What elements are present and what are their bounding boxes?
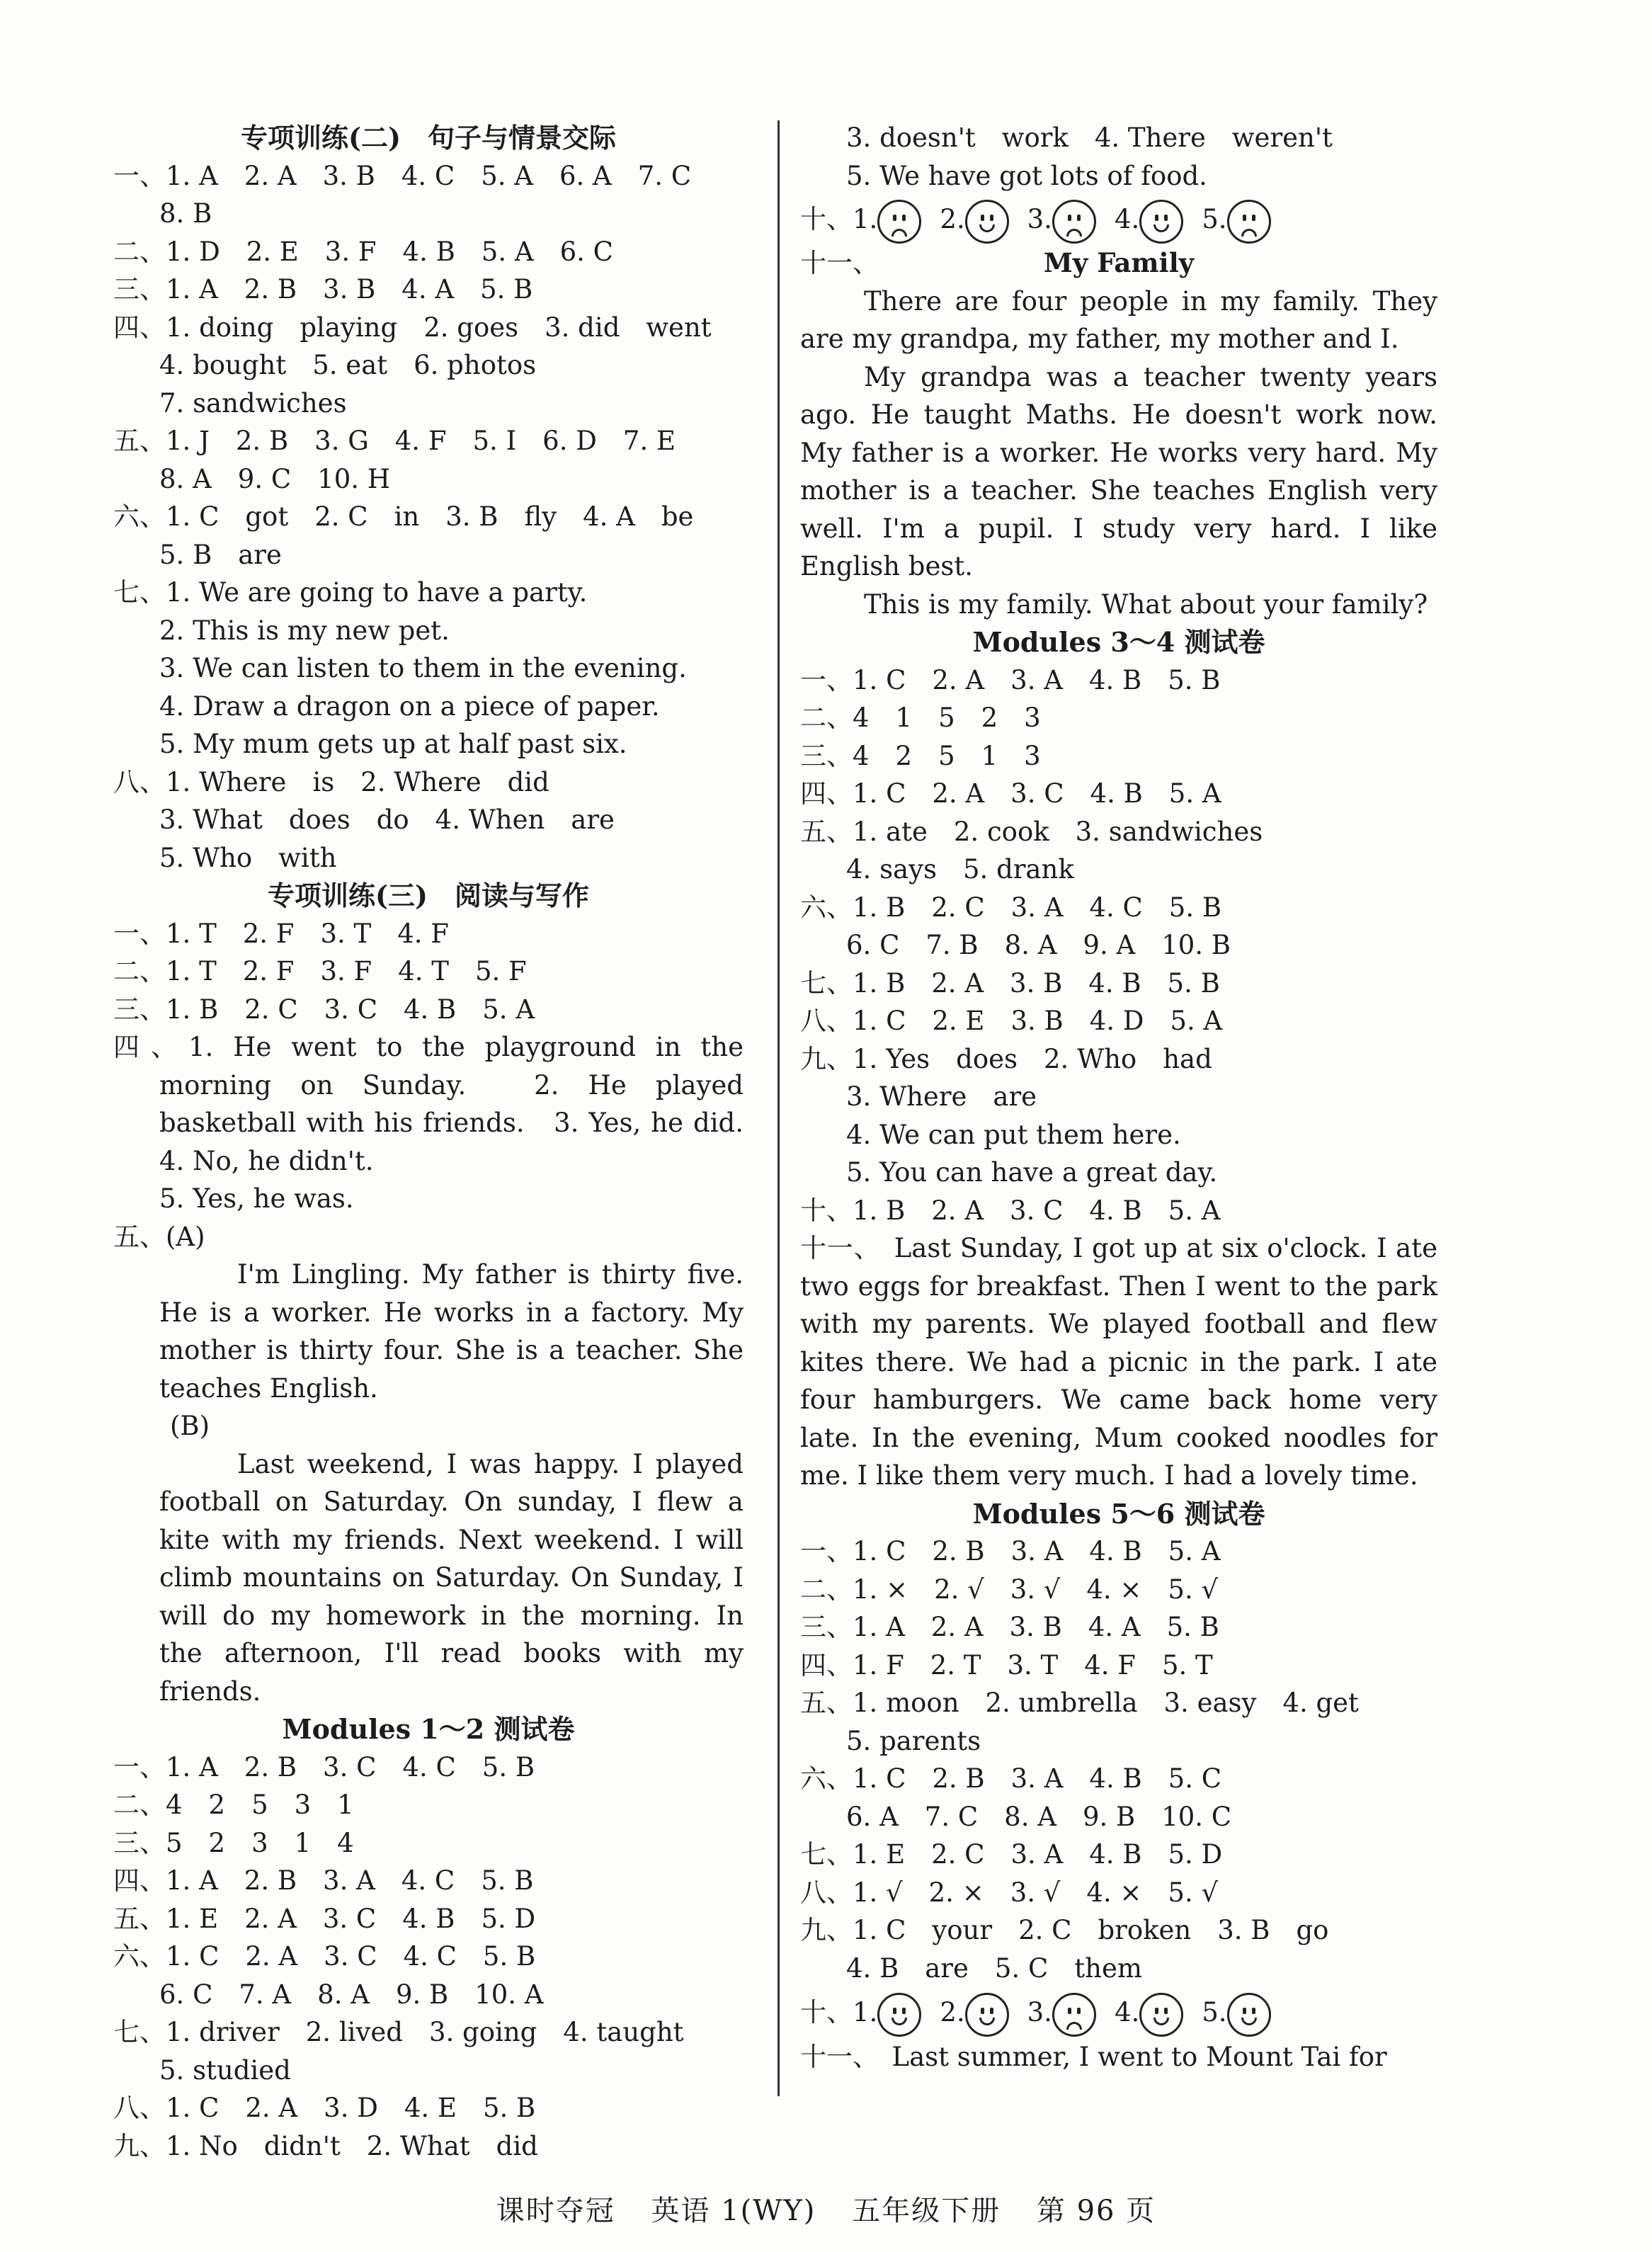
answer-line: 八、1. C 2. A 3. D 4. E 5. B	[113, 2093, 536, 2123]
answer-line: 6. C 7. B 8. A 9. A 10. B	[846, 930, 1231, 960]
essay-paragraph: 十一、 Last Sunday, I got up at six o'clock. I ate two eggs for breakfast. Then I went to the park with my parents. We played football and flew kites there. We had a picnic in the park. I ate four hamburgers. We came back home very late. In the evening, Mum cooked noodles for me. I like them very much. I had a lovely time.	[800, 1233, 1437, 1491]
answer-line: 3. Where are	[846, 1081, 1037, 1112]
answer-line: 一、1. T 2. F 3. T 4. F	[113, 918, 449, 949]
answer-line: 四、1. C 2. A 3. C 4. B 5. A	[800, 778, 1221, 809]
answer-line: 8. A 9. C 10. H	[159, 463, 391, 494]
answer-line: 2. This is my new pet.	[159, 615, 450, 646]
answer-line: 5. Yes, he was.	[159, 1183, 354, 1214]
answer-line: 二、1. D 2. E 3. F 4. B 5. A 6. C	[113, 236, 613, 267]
answer-line: 一、1. C 2. A 3. A 4. B 5. B	[800, 664, 1221, 695]
answer-line: 九、1. No didn't 2. What did	[113, 2130, 538, 2161]
answer-line: 5. B are	[159, 539, 282, 570]
answer-line: 四、1. A 2. B 3. A 4. C 5. B	[113, 1865, 534, 1896]
answer-line: 5. parents	[846, 1725, 981, 1756]
essay-paragraph: My grandpa was a teacher twenty years ago. He taught Maths. He doesn't work now. My father is a worker. He works very hard. My mother is a teacher. She teaches English very well. I'm a pupil. I study very hard. I like English best.	[800, 361, 1437, 581]
answer-line: 三、4 2 5 1 3	[800, 740, 1041, 771]
right-column	[800, 119, 1437, 2076]
question-number: 十、	[800, 1997, 853, 2028]
answer-line: 5. studied	[159, 2054, 291, 2086]
answer-line: 二、1. × 2. √ 3. √ 4. × 5. √	[800, 1574, 1219, 1605]
reading-paragraph: I'm Lingling. My father is thirty five. He is a worker. He works in a factory. My mother is thirty four. She is a teacher. She teaches English.	[159, 1259, 744, 1404]
face-label: 5.	[1202, 1997, 1227, 2028]
answer-line: 7. sandwiches	[159, 387, 347, 419]
answer-line: 八、1. Where is 2. Where did	[113, 766, 549, 797]
section-title: Modules 1～2 测试卷	[282, 1713, 575, 1745]
happy-face-icon	[965, 200, 1009, 244]
page-footer	[0, 2188, 1652, 2229]
column-divider	[777, 120, 780, 2096]
faces-group	[853, 204, 1289, 234]
sad-face-icon	[1227, 200, 1271, 244]
answer-line: 五、(A)	[113, 1221, 205, 1252]
answer-line: 4. We can put them here.	[846, 1119, 1181, 1150]
face-label: 1.	[853, 1997, 878, 2028]
happy-face-icon	[1139, 1993, 1183, 2037]
answer-line: 8. B	[159, 198, 212, 229]
answer-line: 4. says 5. drank	[846, 854, 1074, 885]
section-title: 专项训练(三) 阅读与写作	[268, 880, 589, 911]
question-number: 十、	[800, 204, 853, 234]
section-title: 专项训练(二) 句子与情景交际	[241, 122, 616, 154]
answer-line: 5. You can have a great day.	[846, 1157, 1218, 1188]
answer-line: 4. Draw a dragon on a piece of paper.	[159, 690, 660, 722]
answer-line: 二、4 2 5 3 1	[113, 1790, 354, 1820]
answer-line: 二、4 1 5 2 3	[800, 703, 1041, 733]
answer-line: 八、1. √ 2. × 3. √ 4. × 5. √	[800, 1877, 1219, 1908]
sad-face-icon	[1052, 1993, 1096, 2037]
answer-line: 6. A 7. C 8. A 9. B 10. C	[846, 1801, 1232, 1832]
face-label: 5.	[1202, 204, 1227, 234]
face-label: 1.	[853, 204, 878, 234]
answer-line: 六、1. B 2. C 3. A 4. C 5. B	[800, 892, 1222, 923]
answer-line: 十、1. B 2. A 3. C 4. B 5. A	[800, 1195, 1221, 1226]
answer-line: 三、5 2 3 1 4	[113, 1827, 354, 1858]
sad-face-icon	[877, 200, 921, 244]
grade-name: 五年级下册	[852, 2195, 1001, 2227]
answer-line: 五、1. J 2. B 3. G 4. F 5. I 6. D 7. E	[113, 426, 676, 456]
answer-line: 5. We have got lots of food.	[846, 160, 1207, 191]
happy-face-icon	[965, 1993, 1009, 2037]
answer-line: 七、1. E 2. C 3. A 4. B 5. D	[800, 1839, 1223, 1870]
reading-paragraph: Last weekend, I was happy. I played football on Saturday. On sunday, I flew a kite with my friends. Next weekend. I will climb mountains on Saturday. On Sunday, I will do my homework in the morning. In the afternoon, I'll read books with my friends.	[159, 1448, 744, 1707]
answer-line: 六、1. C 2. A 3. C 4. C 5. B	[113, 1941, 536, 1972]
answer-line: 一、1. A 2. A 3. B 4. C 5. A 6. A 7. C	[113, 160, 692, 191]
page-number: 第 96 页	[1036, 2195, 1156, 2227]
face-label: 4.	[1114, 1997, 1140, 2028]
essay-title: My Family	[1043, 247, 1195, 278]
book-name: 课时夺冠	[496, 2195, 615, 2227]
answer-line: 二、1. T 2. F 3. F 4. T 5. F	[113, 956, 527, 986]
answer-line: 3. We can listen to them in the evening.	[159, 653, 687, 683]
sad-face-icon	[1052, 200, 1096, 244]
answer-line: 五、1. ate 2. cook 3. sandwiches	[800, 816, 1263, 847]
answer-line: 九、1. Yes does 2. Who had	[800, 1043, 1212, 1074]
face-label: 2.	[940, 1997, 965, 2028]
answer-line: 五、1. moon 2. umbrella 3. easy 4. get	[800, 1688, 1359, 1718]
essay-title-line	[800, 244, 1437, 283]
faces-group	[853, 1997, 1289, 2028]
face-label: 2.	[940, 204, 965, 234]
answer-line: 七、1. B 2. A 3. B 4. B 5. B	[800, 967, 1220, 999]
answer-line: 六、1. C got 2. C in 3. B fly 4. A be	[113, 501, 694, 532]
answer-line: 4. bought 5. eat 6. photos	[159, 350, 537, 380]
essay-paragraph: This is my family. What about your family?	[864, 588, 1428, 620]
answer-line: 3. doesn't work 4. There weren't	[846, 123, 1333, 153]
answer-line: 3. What does do 4. When are	[159, 804, 615, 835]
answer-line: 三、1. A 2. B 3. B 4. A 5. B	[113, 274, 533, 305]
answer-line: 十一、 Last summer, I went to Mount Tai for	[800, 2042, 1387, 2072]
answer-line: 5. My mum gets up at half past six.	[159, 729, 627, 759]
happy-face-icon	[1227, 1993, 1271, 2037]
essay-paragraph: There are four people in my family. They are my grandpa, my father, my mother and I.	[800, 285, 1437, 354]
answer-line: 四、1. F 2. T 3. T 4. F 5. T	[800, 1649, 1213, 1681]
face-label: 3.	[1027, 1997, 1052, 2028]
faces-row-1	[800, 195, 1437, 244]
answer-line: 三、1. B 2. C 3. C 4. B 5. A	[113, 994, 535, 1025]
answer-line: 六、1. C 2. B 3. A 4. B 5. C	[800, 1763, 1222, 1794]
question-number: 十一、	[800, 248, 879, 278]
answer-line: 一、1. A 2. B 3. C 4. C 5. B	[113, 1751, 535, 1782]
answer-line: 七、1. driver 2. lived 3. going 4. taught	[113, 2017, 684, 2047]
answer-line: 6. C 7. A 8. A 9. B 10. A	[159, 1979, 544, 2010]
happy-face-icon	[877, 1993, 921, 2037]
face-label: 4.	[1114, 204, 1140, 234]
answer-line: 一、1. C 2. B 3. A 4. B 5. A	[800, 1536, 1221, 1566]
answer-line: 五、1. E 2. A 3. C 4. B 5. D	[113, 1903, 536, 1934]
subject-name: 英语 1(WY)	[651, 2195, 816, 2227]
answer-line: 九、1. C your 2. C broken 3. B go	[800, 1915, 1329, 1945]
face-label: 3.	[1027, 204, 1052, 234]
faces-row-2	[800, 1987, 1437, 2038]
happy-face-icon	[1139, 200, 1183, 244]
section-title: Modules 3～4 测试卷	[972, 626, 1265, 658]
answer-paragraph: 四、1. He went to the playground in the morning on Sunday. 2. He played basketball with his friends. 3. Yes, he did. 4. No, he didn't.	[113, 1032, 770, 1176]
answer-line: 三、1. A 2. A 3. B 4. A 5. B	[800, 1612, 1219, 1642]
section-title: Modules 5～6 测试卷	[972, 1497, 1265, 1530]
answer-line: 4. B are 5. C them	[846, 1952, 1142, 1984]
answer-line: 七、1. We are going to have a party.	[113, 577, 588, 608]
answer-line: 八、1. C 2. E 3. B 4. D 5. A	[800, 1006, 1223, 1036]
answer-line: (B)	[170, 1411, 210, 1441]
left-column	[113, 119, 770, 2165]
answer-line: 5. Who with	[159, 842, 337, 873]
answer-line: 四、1. doing playing 2. goes 3. did went	[113, 312, 712, 343]
